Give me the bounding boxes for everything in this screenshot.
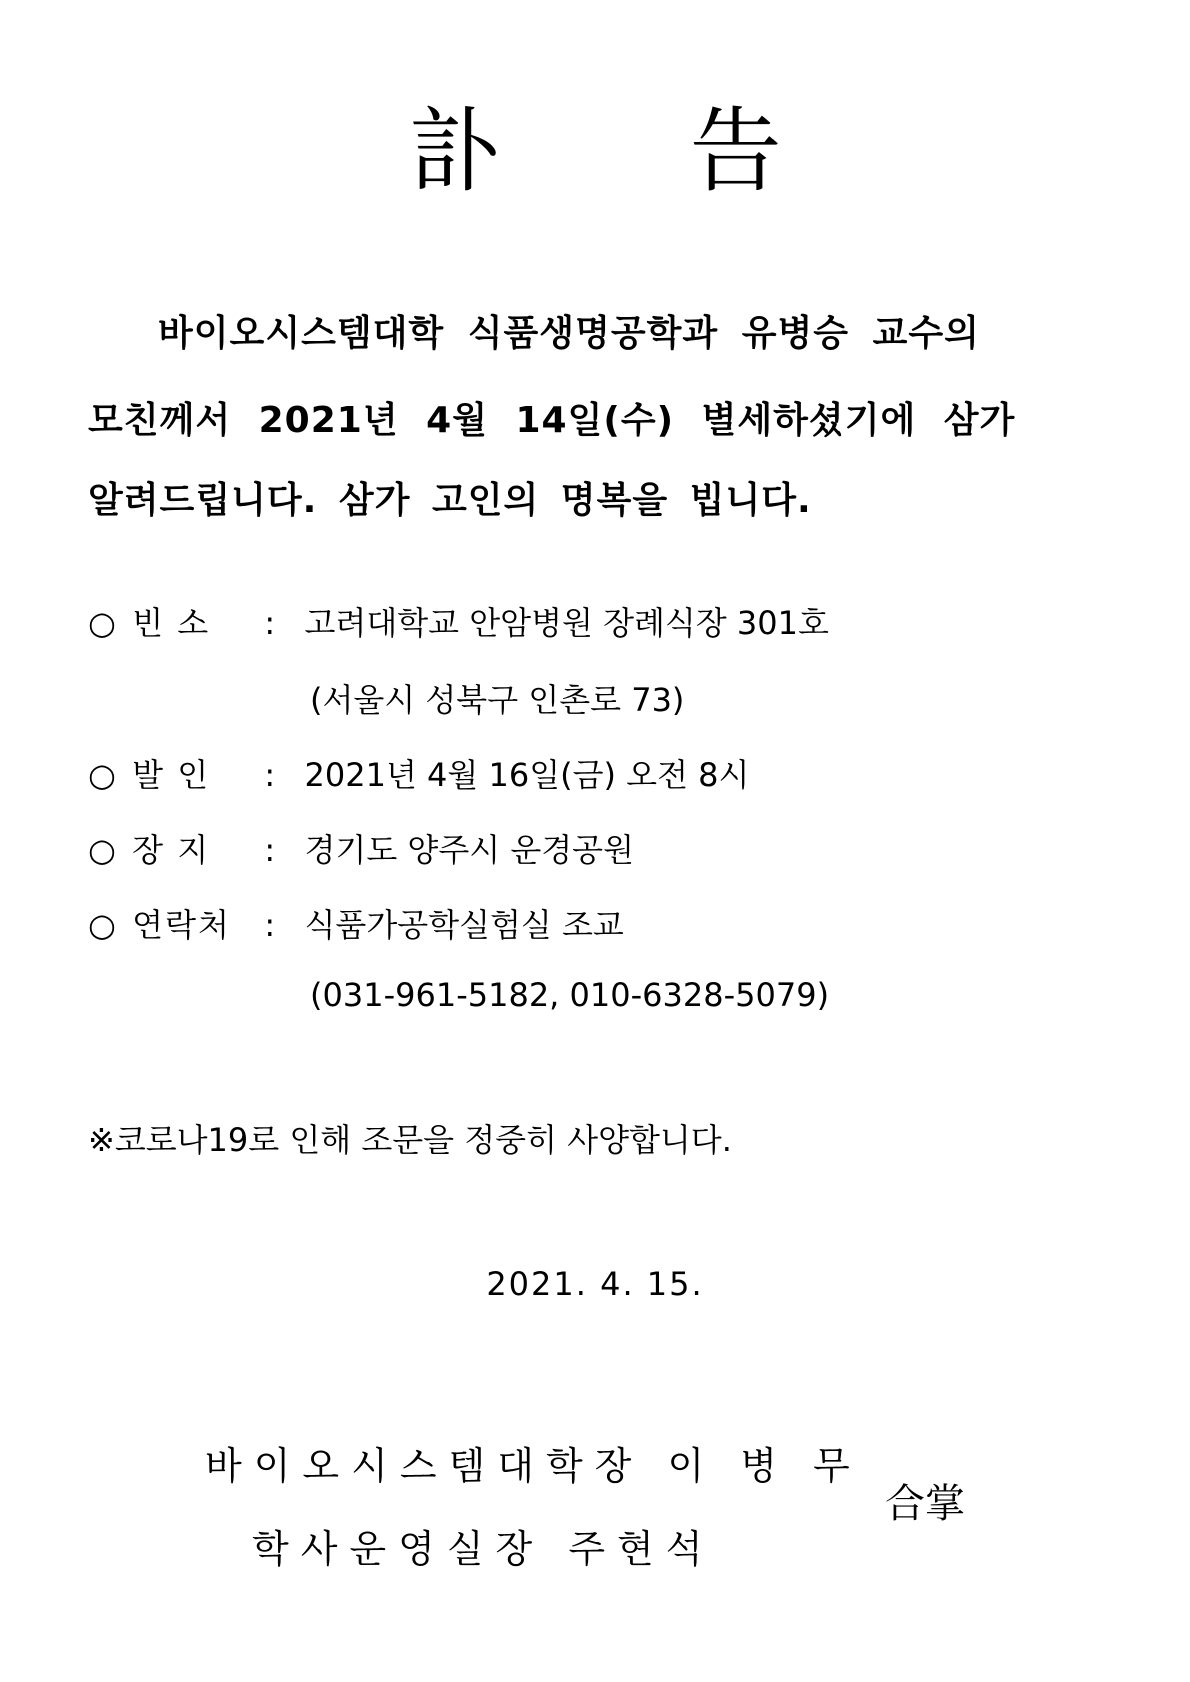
signature-office-head: 학사운영실장 주현석: [252, 1527, 715, 1571]
detail-label: 연락처: [132, 906, 231, 944]
closing-hapjang: 合掌: [885, 1481, 965, 1527]
detail-colon: :: [264, 604, 276, 642]
detail-funeral-hall-address: (서울시 성북구 인촌로 73): [310, 681, 685, 719]
detail-value: 2021년 4월 16일(금) 오전 8시: [304, 756, 750, 794]
detail-burial-site: [88, 825, 634, 871]
detail-label: 장 지: [132, 831, 211, 869]
detail-contact-phones: (031-961-5182, 010-6328-5079): [310, 976, 830, 1014]
detail-value: 식품가공학실험실 조교: [304, 906, 624, 944]
detail-funeral-hall: [88, 598, 829, 644]
document-date: 2021. 4. 15.: [486, 1265, 704, 1303]
circle-marker-icon: ○: [88, 604, 116, 642]
circle-marker-icon: ○: [88, 906, 116, 944]
circle-marker-icon: ○: [88, 831, 116, 869]
detail-colon: :: [264, 756, 276, 794]
detail-value: 경기도 양주시 운경공원: [304, 831, 634, 869]
detail-colon: :: [264, 831, 276, 869]
document-title: 訃 告: [408, 98, 862, 205]
announcement-line-2: 모친께서 2021년 4월 14일(수) 별세하셨기에 삼가: [88, 400, 1016, 441]
detail-value: 고려대학교 안암병원 장례식장 301호: [304, 604, 829, 642]
detail-contact: [88, 900, 624, 946]
covid-notice: ※코로나19로 인해 조문을 정중히 사양합니다.: [88, 1121, 732, 1159]
signature-dean: 바이오시스템대학장 이 병 무: [205, 1444, 862, 1488]
detail-colon: :: [264, 906, 276, 944]
detail-departure: [88, 750, 749, 796]
circle-marker-icon: ○: [88, 756, 116, 794]
announcement-line-3: 알려드립니다. 삼가 고인의 명복을 빕니다.: [88, 480, 812, 521]
detail-label: 발 인: [132, 756, 211, 794]
announcement-line-1: 바이오시스템대학 식품생명공학과 유병승 교수의: [158, 313, 980, 354]
detail-label: 빈 소: [132, 604, 211, 642]
